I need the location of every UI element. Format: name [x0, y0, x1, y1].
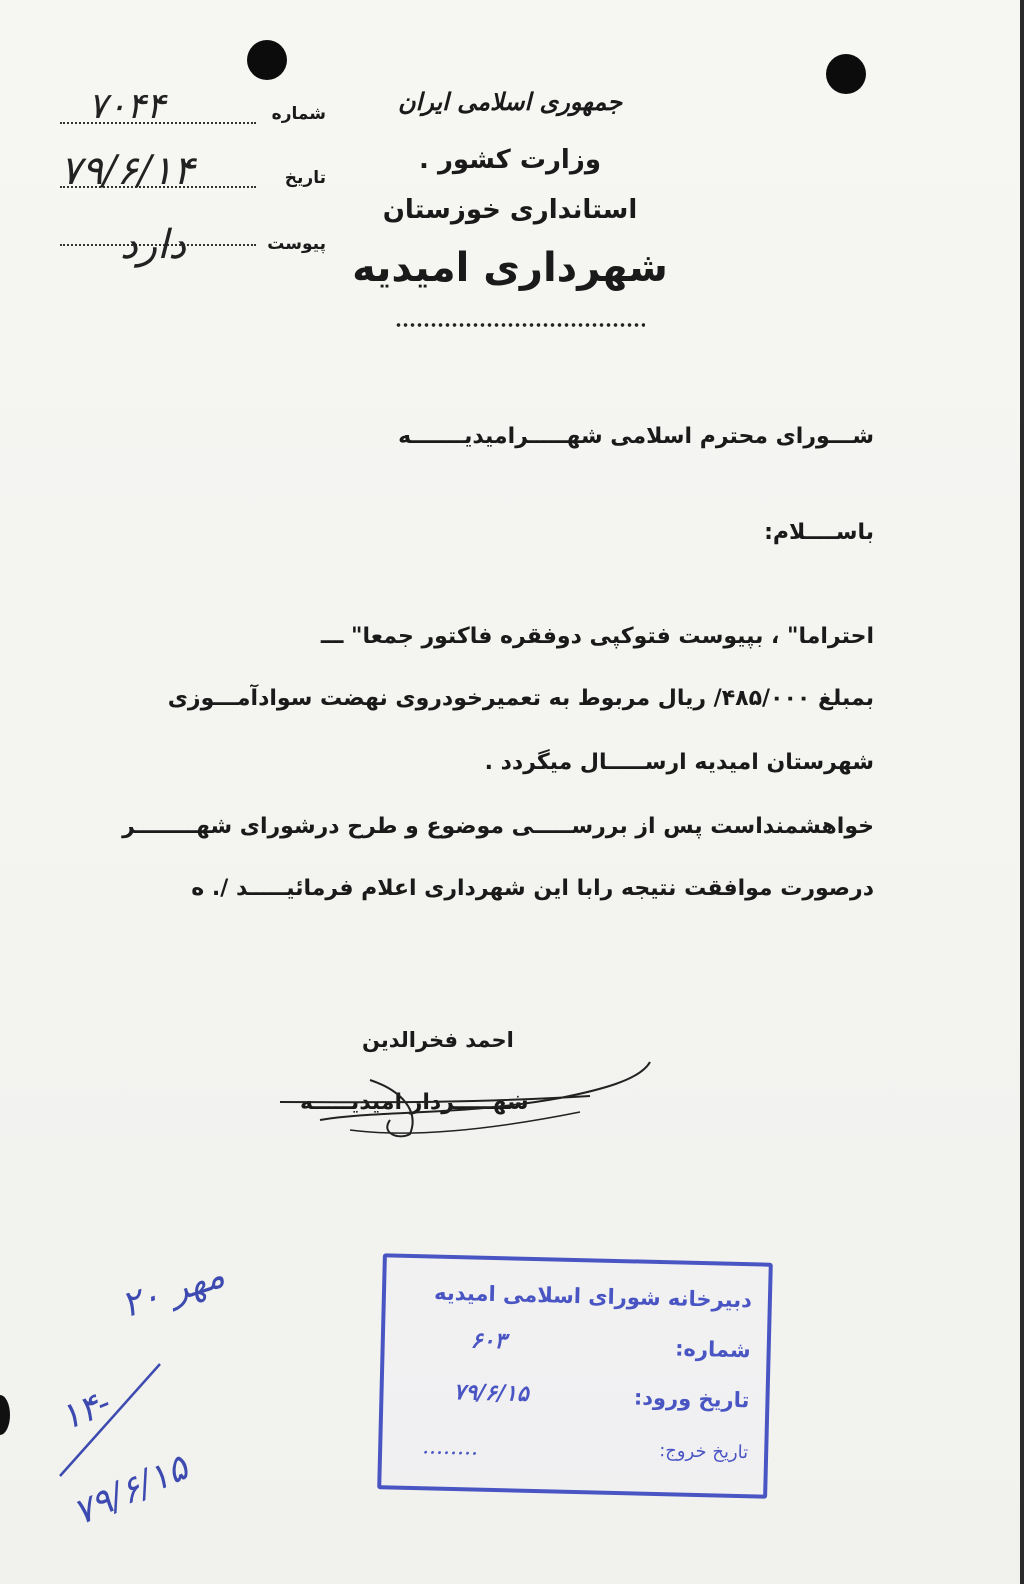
letter-recipient: شـــورای محترم اسلامی شهـــــرامیدیـــــــه: [398, 424, 874, 449]
stamp-exit-date-label: تاریخ خروج:: [658, 1440, 749, 1464]
handwritten-note-1: ۲۰ مهر: [116, 1254, 230, 1327]
letter-greeting: باســــلام:: [764, 520, 874, 545]
punch-hole-edge: [0, 1395, 10, 1435]
date-label: تاریخ: [284, 168, 326, 188]
signature-scribble: [260, 1050, 660, 1140]
stamp-number-value: ۶۰۳: [470, 1327, 507, 1355]
letterhead-republic: جمهوری اسلامی ایران: [397, 88, 623, 116]
date-value: ۷۹/۶/۱۴: [60, 148, 195, 194]
letterhead-divider: [395, 322, 645, 328]
handwritten-note-2: ۱۴-: [54, 1381, 117, 1440]
letter-paragraph-line-1: احتراما" ، بپیوست فتوکپی دوفقره فاکتور جمعا" ـــ: [320, 624, 874, 649]
stamp-entry-date-value: ۷۹/۶/۱۵: [453, 1379, 530, 1407]
letter-paragraph-line-3: شهرستان امیدیه ارســـــال میگردد .: [484, 750, 874, 775]
page-edge: [1020, 0, 1024, 1584]
council-secretariat-stamp: [377, 1253, 773, 1498]
letter-paragraph-line-4: خواهشمنداست پس از بررســـــی موضوع و طرح درشورای شهــــــــر: [122, 814, 874, 839]
punch-hole-left: [247, 40, 287, 80]
stamp-number-label: شماره:: [674, 1336, 751, 1363]
handwritten-note-3: ۷۹/۶/۱۵: [66, 1447, 195, 1534]
punch-hole-right: [826, 54, 866, 94]
number-label: شماره: [271, 104, 326, 124]
letterhead-municipality: شهرداری امیدیه: [352, 245, 668, 291]
stamp-exit-date-value: ........: [421, 1434, 479, 1461]
letterhead-ministry: وزارت کشور .: [419, 145, 601, 175]
attachment-label: پیوست: [267, 234, 326, 254]
stamp-title: دبیرخانه شورای اسلامی امیدیه: [433, 1280, 753, 1313]
letter-paragraph-line-5: درصورت موافقت نتیجه رابا این شهرداری اعلام فرمائیـــــد /. ه: [191, 876, 874, 901]
letterhead-governorate: استانداری خوزستان: [382, 195, 638, 225]
signatory-name: احمد فخرالدین: [362, 1028, 514, 1052]
stamp-entry-date-label: تاریخ ورود:: [633, 1385, 750, 1413]
letter-paragraph-line-2: بمبلغ ۴۸۵/۰۰۰/ ریال مربوط به تعمیرخودروی نهضت سوادآمـــوزی: [167, 686, 874, 711]
attachment-value: دارد: [120, 222, 187, 268]
signatory-title: شهـــــردار امیدیـــــه: [300, 1090, 529, 1115]
number-value: ۷۰۴۴: [88, 86, 166, 127]
